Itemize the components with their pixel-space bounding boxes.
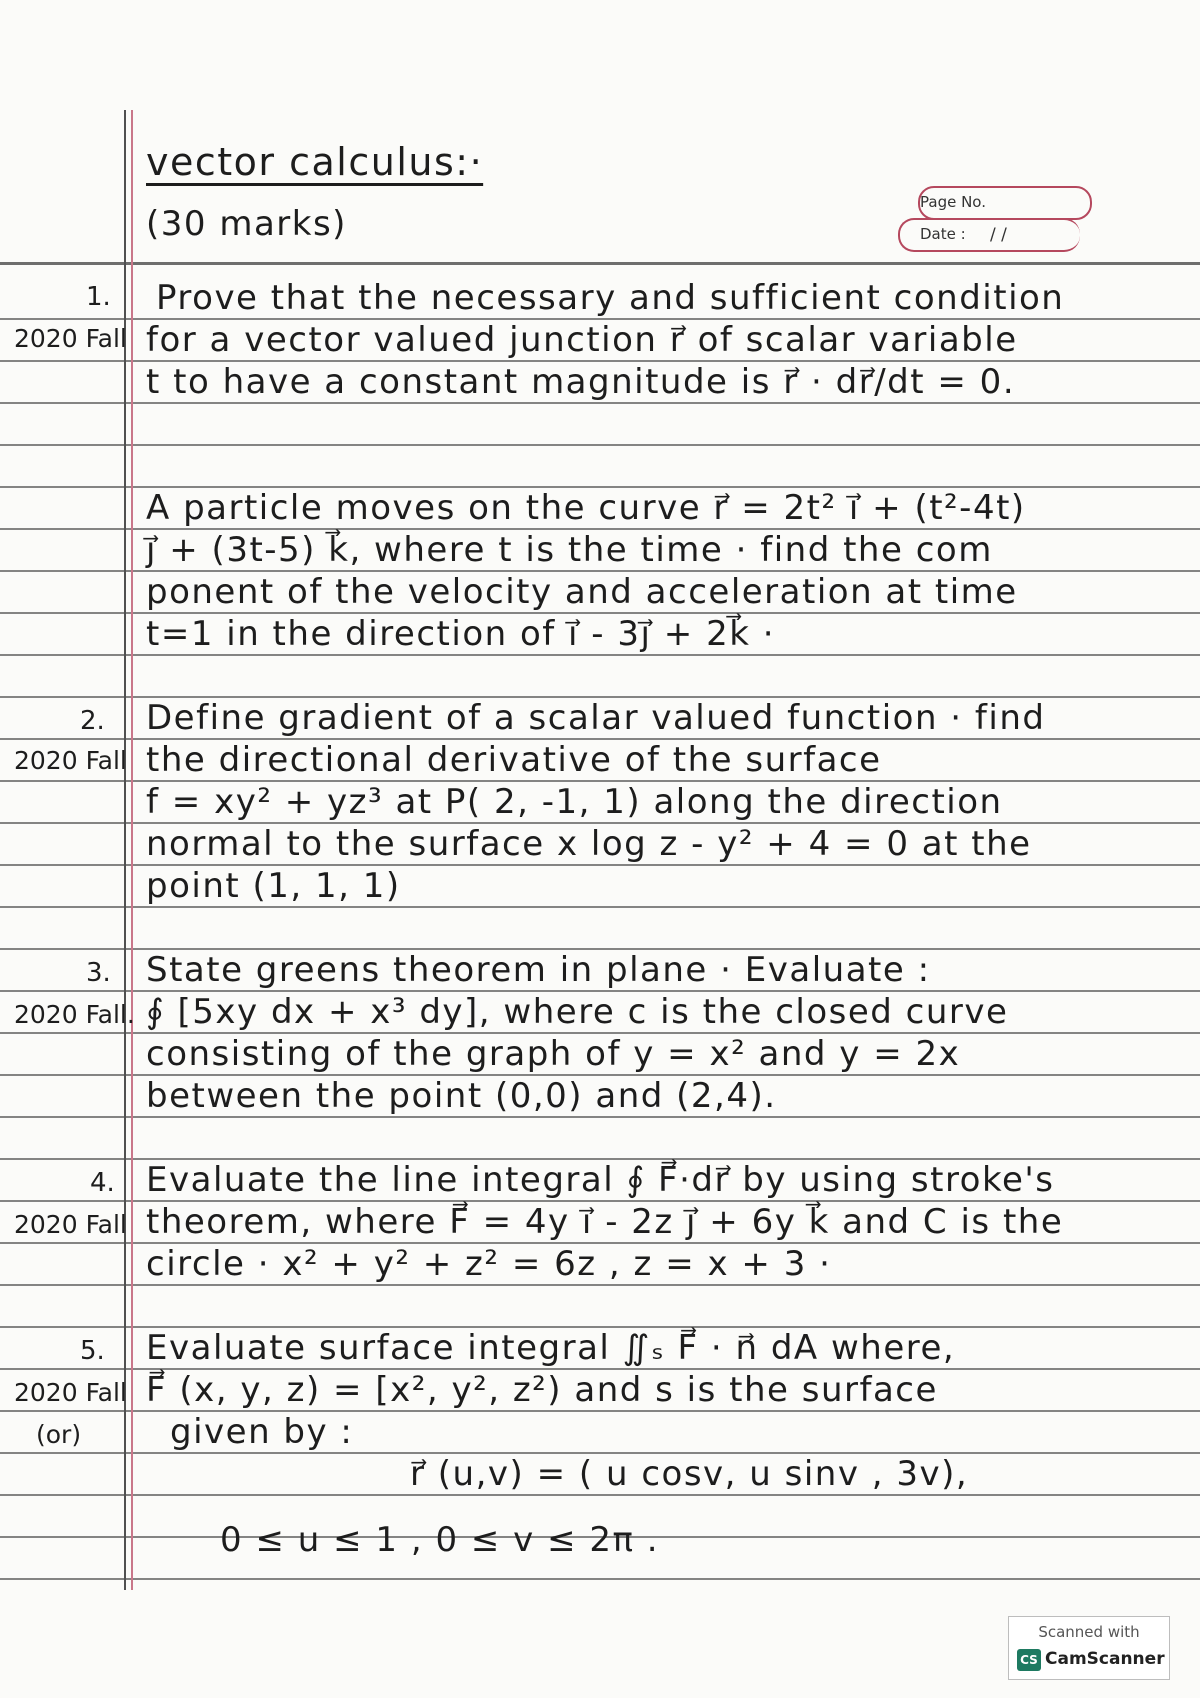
watermark-line1: Scanned with — [1038, 1623, 1140, 1641]
question-text-line: Evaluate the line integral ∮ F⃗·dr⃗ by using stroke's — [146, 1160, 1055, 1200]
question-number: 5. — [80, 1336, 105, 1366]
ruled-line — [0, 1578, 1200, 1580]
question-number: 2. — [80, 706, 105, 736]
question-text-line: f = xy² + yz³ at P( 2, -1, 1) along the direction — [146, 782, 1003, 822]
marks-label: (30 marks) — [146, 204, 347, 244]
question-text-line: normal to the surface x log z - y² + 4 = 0 at the — [146, 824, 1032, 864]
question-text-line: j⃗ + (3t-5) k⃗, where t is the time · find the com — [146, 530, 993, 570]
ruled-line — [0, 654, 1200, 656]
date-label: Date : — [920, 225, 966, 243]
question-text-line: r⃗ (u,v) = ( u cosv, u sinv , 3v), — [410, 1454, 969, 1494]
question-text-line: ponent of the velocity and acceleration at time — [146, 572, 1018, 612]
question-text-line: t to have a constant magnitude is r⃗ · dr⃗/dt = 0. — [146, 362, 1016, 402]
page-title: vector calculus:· — [146, 140, 484, 184]
question-number: 3. — [86, 958, 111, 988]
question-text-line: t=1 in the direction of i⃗ - 3j⃗ + 2k⃗ · — [146, 614, 776, 654]
margin-line — [131, 110, 133, 1590]
question-text-line: A particle moves on the curve r⃗ = 2t² i⃗ + (t²-4t) — [146, 488, 1026, 528]
question-text-line: Prove that the necessary and sufficient condition — [156, 278, 1065, 318]
question-text-line: Evaluate surface integral ∬ₛ F⃗ · n⃗ dA where, — [146, 1328, 956, 1368]
camscanner-watermark — [1008, 1616, 1170, 1680]
ruled-line — [0, 444, 1200, 446]
ruled-line — [0, 1116, 1200, 1118]
question-tag: 2020 Fall. — [14, 1000, 135, 1029]
question-tag-or: (or) — [36, 1420, 82, 1449]
ruled-line — [0, 1284, 1200, 1286]
question-tag: 2020 Fall — [14, 324, 127, 353]
date-separator: / / — [990, 225, 1007, 245]
page-no-label: Page No. — [920, 193, 986, 211]
question-text-line: ∮ [5xy dx + x³ dy], where c is the closed curve — [146, 992, 1009, 1032]
ruled-line — [0, 906, 1200, 908]
question-text-line: 0 ≤ u ≤ 1 , 0 ≤ v ≤ 2π . — [220, 1520, 660, 1560]
ruled-line — [0, 1494, 1200, 1496]
question-tag: 2020 Fall — [14, 746, 127, 775]
ruled-line — [0, 262, 1200, 265]
question-text-line: point (1, 1, 1) — [146, 866, 401, 906]
question-text-line: for a vector valued junction r⃗ of scalar variable — [146, 320, 1018, 360]
question-text-line: circle · x² + y² + z² = 6z , z = x + 3 · — [146, 1244, 832, 1284]
question-tag: 2020 Fall — [14, 1378, 127, 1407]
question-text-line: given by : — [170, 1412, 354, 1452]
question-tag: 2020 Fall — [14, 1210, 127, 1239]
question-text-line: Define gradient of a scalar valued function · find — [146, 698, 1046, 738]
ruled-line — [0, 402, 1200, 404]
camscanner-logo-icon: CS — [1017, 1649, 1041, 1671]
question-text-line: the directional derivative of the surface — [146, 740, 882, 780]
question-text-line: F⃗ (x, y, z) = [x², y², z²) and s is the surface — [146, 1370, 938, 1410]
question-number: 1. — [86, 282, 111, 312]
question-text-line: theorem, where F⃗ = 4y i⃗ - 2z j⃗ + 6y k⃗ and C is the — [146, 1202, 1064, 1242]
question-number: 4. — [90, 1168, 115, 1198]
watermark-line2: CamScanner — [1045, 1649, 1165, 1669]
question-text-line: consisting of the graph of y = x² and y = 2x — [146, 1034, 961, 1074]
question-text-line: between the point (0,0) and (2,4). — [146, 1076, 777, 1116]
question-text-line: State greens theorem in plane · Evaluate : — [146, 950, 931, 990]
